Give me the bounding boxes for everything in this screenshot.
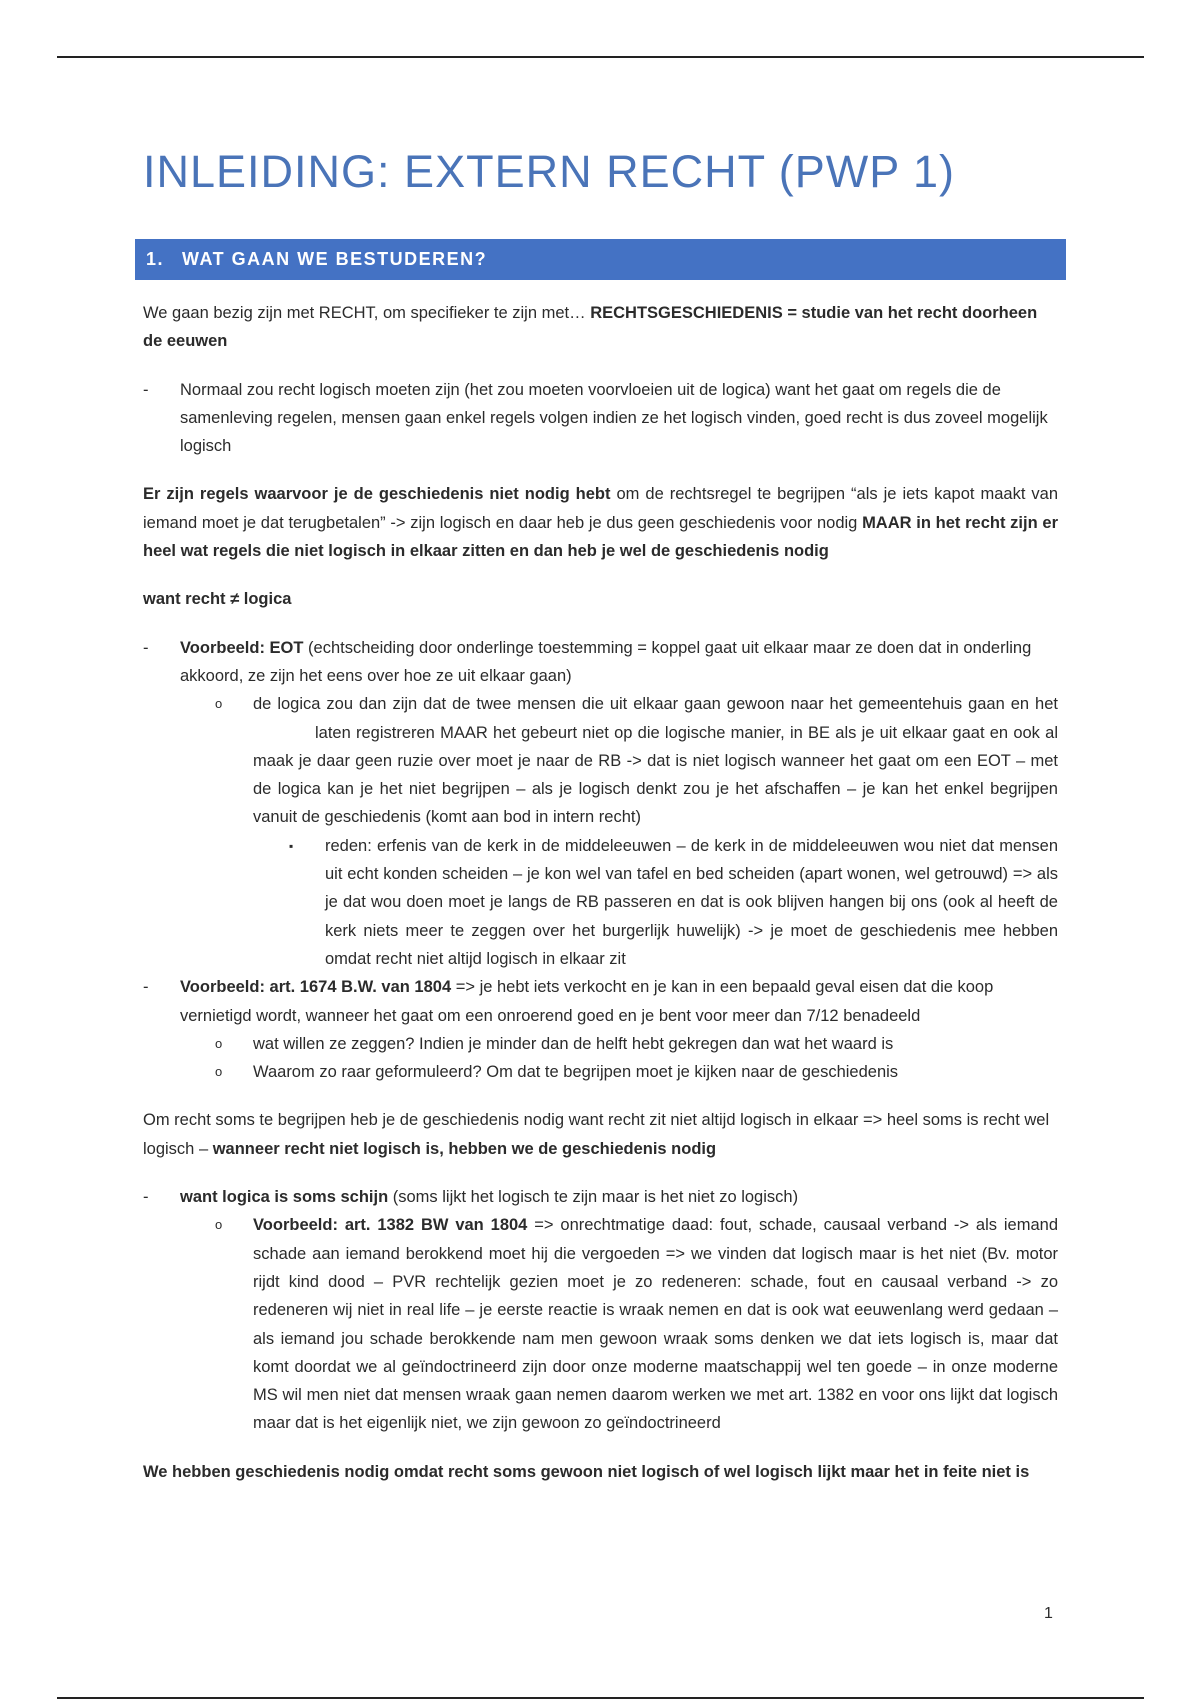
art1674-sub-item-1 (143, 1030, 1058, 1058)
dash-marker: - (143, 380, 149, 399)
art1674-sub-text-2: Waarom zo raar geformuleerd? Om dat te begrijpen moet je kijken naar de geschiedenis (253, 1063, 899, 1082)
want-recht-bold: want recht ≠ logica (143, 590, 292, 609)
intro-text: We gaan bezig zijn met RECHT, om specifieker te zijn met… (143, 304, 591, 322)
section-title: WAT GAAN WE BESTUDEREN? (182, 249, 488, 269)
want-recht-line (143, 585, 1058, 613)
dash-marker: - (143, 978, 149, 997)
circle-marker: o (215, 1035, 223, 1051)
header-rule (57, 56, 1144, 58)
eot-label: Voorbeeld: EOT (180, 638, 304, 657)
bullet-example-eot (143, 634, 1058, 691)
rules-bold-1: Er zijn regels waarvoor je de geschiedenis niet nodig hebt (143, 485, 611, 504)
art1382-sub-item (143, 1211, 1058, 1437)
dash-marker: - (143, 638, 149, 657)
bullet-logica-schijn (143, 1183, 1058, 1211)
circle-marker: o (215, 696, 223, 712)
soms-paragraph (143, 1106, 1058, 1163)
section-number: 1. (146, 249, 165, 269)
square-marker: ▪ (289, 838, 294, 853)
art1674-sub-text-1: wat willen ze zeggen? Indien je minder dan de helft hebt gekregen dan wat het waard is (253, 1034, 894, 1053)
eot-subsub-item (143, 832, 1058, 973)
art1382-text: => onrechtmatige daad: fout, schade, causaal verband -> als iemand schade aan iemand berokkend moet hij die vergoeden => we vinden dat logisch maar is het niet (Bv. motor rijdt kind dood – PVR rechtelijk gezien moet je zo redeneren: schade, fout en causaal verband -> zo redeneren wij niet in real life – je eerste reactie is wraak nemen en dat is ook wat eeuwenlang werd gedaan – als iemand jou schade berokkende nam men gewoon wraak soms denken we dat iets logisch is, maar dat komt doordat we al geïndoctrineerd zijn door onze moderne maatschappij wel ten goede – in onze moderne MS wil men niet dat mensen wraak gaan nemen daarom werken we met art. 1382 en voor ons lijkt dat logisch maar dat is het eigenlijk niet, we zijn gewoon zo geïndoctrineerd (253, 1216, 1058, 1433)
eot-sub-text-b: laten registreren MAAR het gebeurt niet op die logische manier, in BE als je uit elkaar gaat en ook al maak je daar geen ruzie over moet je naar de RB -> dat is niet logisch wanneer het gaat om een EOT – met de logica kan je het niet begrijpen – als je logisch denkt zou je het afschaffen – je kan het enkel begrijpen vanuit de geschiedenis (komt aan bod in intern recht) (253, 723, 1058, 827)
circle-marker: o (215, 1217, 223, 1233)
conclusion-paragraph (143, 1458, 1058, 1486)
eot-sub-text-a: de logica zou dan zijn dat de twee mensen die uit elkaar gaan gewoon naar het gemeentehuis gaan en het (253, 695, 1058, 714)
schijn-label: want logica is soms schijn (180, 1188, 389, 1207)
conclusion-bold: We hebben geschiedenis nodig omdat recht soms gewoon niet logisch of wel logisch lijkt maar het in feite niet is (143, 1462, 1030, 1481)
intro-bold: RECHTSGESCHIEDENIS = studie van het recht doorheen de eeuwen (143, 304, 1038, 351)
rules-bold-2: MAAR in het recht zijn er heel wat regels die niet logisch in elkaar zitten en dan heb je wel de geschiedenis nodig (143, 513, 1058, 561)
eot-text: (echtscheiding door onderlinge toestemming = koppel gaat uit elkaar maar ze doen dat in onderling akkoord, ze zijn het eens over hoe ze uit elkaar gaan) (180, 638, 1032, 685)
page-title: INLEIDING: EXTERN RECHT (PWP 1) (143, 146, 955, 197)
bullet-example-1674 (143, 973, 1058, 1030)
art1674-sub-item-2 (143, 1058, 1058, 1086)
rules-paragraph (143, 480, 1058, 565)
eot-sub-item (143, 690, 1058, 831)
eot-subsub-text: reden: erfenis van de kerk in de middeleeuwen – de kerk in de middeleeuwen wou niet dat mensen uit echt konden scheiden – je kon wel van tafel en bed scheiden (apart wonen, wel getrouwd) => als je dat wou doen moet je langs de RB passeren en dat is ook blijven hangen bij ons (ook al heeft de kerk niets meer te zeggen over het burgerlijk huwelijk) -> je moet de geschiedenis mee hebben omdat recht niet altijd logisch in elkaar zit (325, 836, 1058, 968)
bullet-logic (143, 376, 1058, 461)
art1382-label: Voorbeeld: art. 1382 BW van 1804 (253, 1216, 528, 1235)
footer-rule (57, 1697, 1144, 1699)
section-heading (135, 239, 1066, 280)
page-number: 1 (1044, 1605, 1053, 1622)
rules-text: om de rechtsregel te begrijpen “als je iets kapot maakt van iemand moet je dat terugbetalen” -> zijn logisch en daar heb je dus geen geschiedenis voor nodig (143, 485, 1059, 532)
dash-marker: - (143, 1188, 149, 1207)
soms-text: Om recht soms te begrijpen heb je de geschiedenis nodig want recht zit niet altijd logisch in elkaar => heel soms is recht wel logisch – (143, 1111, 1050, 1158)
art1674-text: => je hebt iets verkocht en je kan in een bepaald geval eisen dat die koop vernietigd wordt, wanneer het gaat om een onroerend goed en je bent voor meer dan 7/12 benadeeld (180, 978, 994, 1025)
intro-paragraph (143, 299, 1058, 356)
circle-marker: o (215, 1064, 223, 1080)
soms-bold: wanneer recht niet logisch is, hebben we de geschiedenis nodig (212, 1139, 717, 1158)
schijn-text: (soms lijkt het logisch te zijn maar is het niet zo logisch) (388, 1188, 799, 1207)
bullet-logic-text: Normaal zou recht logisch moeten zijn (het zou moeten voorvloeien uit de logica) want het gaat om regels die de samenleving regelen, mensen gaan enkel regels volgen indien ze het logisch vinden, goed recht is dus zoveel mogelijk logisch (180, 380, 1048, 456)
document-body (143, 299, 1058, 1486)
art1674-label: Voorbeeld: art. 1674 B.W. van 1804 (180, 978, 452, 997)
